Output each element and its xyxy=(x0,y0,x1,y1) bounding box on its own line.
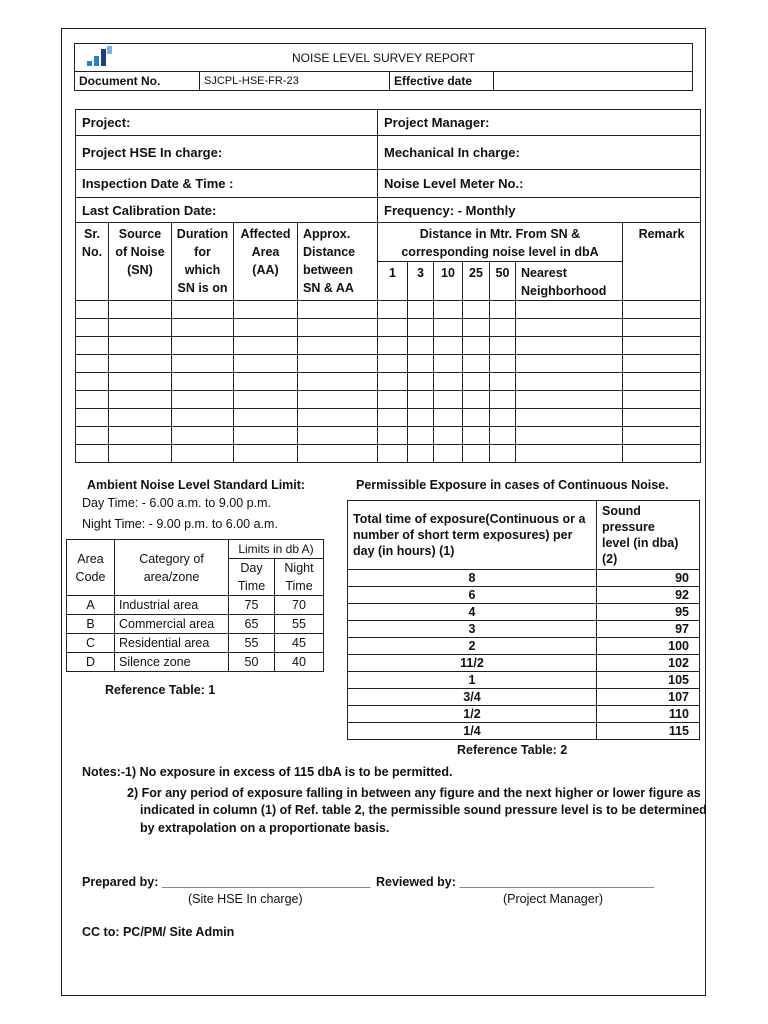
calibration-field: Last Calibration Date: xyxy=(76,198,378,223)
ref1-code: C xyxy=(67,634,115,653)
survey-cell xyxy=(109,337,172,355)
ref2-time: 8 xyxy=(348,570,597,587)
page-title: NOISE LEVEL SURVEY REPORT xyxy=(292,50,475,65)
survey-cell xyxy=(490,373,516,391)
survey-cell xyxy=(490,301,516,319)
survey-cell xyxy=(378,427,408,445)
ref2-row xyxy=(348,723,700,740)
ref2-level: 92 xyxy=(597,587,700,604)
col-remark: Remark xyxy=(623,223,701,301)
ref2-level: 107 xyxy=(597,689,700,706)
survey-cell xyxy=(490,337,516,355)
survey-cell xyxy=(298,319,378,337)
survey-row xyxy=(76,427,701,445)
effective-date-label: Effective date xyxy=(390,72,494,91)
survey-cell xyxy=(463,319,490,337)
ref1-code: B xyxy=(67,615,115,634)
survey-cell xyxy=(408,373,434,391)
survey-cell xyxy=(172,391,234,409)
ref1-day: 75 xyxy=(229,596,275,615)
survey-row xyxy=(76,445,701,463)
survey-cell xyxy=(516,337,623,355)
reference-table-1 xyxy=(66,539,324,672)
survey-cell xyxy=(378,319,408,337)
col-duration: Duration for which SN is on xyxy=(172,223,234,301)
survey-cell xyxy=(76,337,109,355)
survey-body xyxy=(76,301,701,463)
reference-table-2 xyxy=(347,500,700,740)
col-source: Source of Noise (SN) xyxy=(109,223,172,301)
survey-cell xyxy=(623,355,701,373)
survey-cell xyxy=(378,391,408,409)
ref1-day: 50 xyxy=(229,653,275,672)
ref1-night: 45 xyxy=(275,634,324,653)
survey-cell xyxy=(623,319,701,337)
col-dist-25: 25 xyxy=(463,262,490,301)
survey-cell xyxy=(516,427,623,445)
survey-cell xyxy=(623,301,701,319)
ref2-time: 1/2 xyxy=(348,706,597,723)
ref2-level: 100 xyxy=(597,638,700,655)
ref2-row xyxy=(348,655,700,672)
survey-cell xyxy=(76,355,109,373)
survey-cell xyxy=(516,445,623,463)
survey-cell xyxy=(490,391,516,409)
survey-cell xyxy=(76,409,109,427)
survey-cell xyxy=(434,301,463,319)
project-manager-field: Project Manager: xyxy=(378,110,701,136)
survey-cell xyxy=(298,427,378,445)
survey-cell xyxy=(76,427,109,445)
survey-row xyxy=(76,301,701,319)
document-header xyxy=(74,43,693,91)
ref2-caption: Reference Table: 2 xyxy=(457,743,568,757)
survey-cell xyxy=(298,301,378,319)
survey-cell xyxy=(490,319,516,337)
ref1-code: A xyxy=(67,596,115,615)
survey-cell xyxy=(234,373,298,391)
ref1-body xyxy=(67,596,324,672)
survey-cell xyxy=(109,319,172,337)
ref2-row xyxy=(348,570,700,587)
survey-cell xyxy=(490,355,516,373)
ref1-limits-header: Limits in db A) xyxy=(229,540,324,559)
ref2-body xyxy=(348,570,700,740)
survey-cell xyxy=(623,409,701,427)
survey-cell xyxy=(516,301,623,319)
survey-cell xyxy=(434,319,463,337)
ref2-row xyxy=(348,638,700,655)
cc-line: CC to: PC/PM/ Site Admin xyxy=(82,925,235,939)
ref2-level: 105 xyxy=(597,672,700,689)
survey-cell xyxy=(172,427,234,445)
survey-cell xyxy=(463,445,490,463)
ref2-row xyxy=(348,604,700,621)
ambient-day: Day Time: - 6.00 a.m. to 9.00 p.m. xyxy=(82,496,271,510)
ref2-time: 1 xyxy=(348,672,597,689)
ref1-category: Commercial area xyxy=(115,615,229,634)
survey-cell xyxy=(490,445,516,463)
survey-cell xyxy=(172,373,234,391)
survey-cell xyxy=(172,319,234,337)
reviewed-by-role: (Project Manager) xyxy=(503,892,604,906)
survey-cell xyxy=(298,445,378,463)
col-dist-50: 50 xyxy=(490,262,516,301)
survey-cell xyxy=(109,391,172,409)
survey-cell xyxy=(623,391,701,409)
survey-cell xyxy=(109,409,172,427)
survey-cell xyxy=(408,301,434,319)
survey-cell xyxy=(378,373,408,391)
ref1-col-code: Area Code xyxy=(67,540,115,596)
prepared-by-role: (Site HSE In charge) xyxy=(188,892,303,906)
survey-cell xyxy=(378,301,408,319)
ref1-col-day: Day Time xyxy=(229,559,275,596)
survey-cell xyxy=(172,301,234,319)
ref1-night: 70 xyxy=(275,596,324,615)
survey-cell xyxy=(172,409,234,427)
survey-cell xyxy=(463,337,490,355)
ref1-category: Silence zone xyxy=(115,653,229,672)
ref2-time: 1/4 xyxy=(348,723,597,740)
ref1-row xyxy=(67,615,324,634)
ref2-row xyxy=(348,706,700,723)
ref1-night: 40 xyxy=(275,653,324,672)
col-sr-no: Sr. No. xyxy=(76,223,109,301)
survey-cell xyxy=(463,409,490,427)
ref1-code: D xyxy=(67,653,115,672)
note-2-line-1: 2) For any period of exposure falling in between any figure and the next higher or lower figure as xyxy=(127,786,701,800)
prepared-by: Prepared by: ______________________________ xyxy=(82,875,371,889)
survey-cell xyxy=(172,355,234,373)
survey-cell xyxy=(234,445,298,463)
ambient-night: Night Time: - 9.00 p.m. to 6.00 a.m. xyxy=(82,517,278,531)
ref1-category: Residential area xyxy=(115,634,229,653)
project-info-table xyxy=(75,109,701,223)
ref2-row xyxy=(348,672,700,689)
ref2-col-spl: Sound pressure level (in dba) (2) xyxy=(597,501,700,570)
col-affected-area: Affected Area (AA) xyxy=(234,223,298,301)
survey-cell xyxy=(623,373,701,391)
ref2-time: 2 xyxy=(348,638,597,655)
ref1-row xyxy=(67,596,324,615)
survey-row xyxy=(76,337,701,355)
col-distance-group: Distance in Mtr. From SN & corresponding noise level in dbA xyxy=(378,223,623,262)
ref2-row xyxy=(348,689,700,706)
survey-cell xyxy=(234,391,298,409)
survey-cell xyxy=(172,337,234,355)
note-2-line-3: by extrapolation on a proportionate basis. xyxy=(140,821,390,835)
col-approx-distance: Approx. Distance between SN & AA xyxy=(298,223,378,301)
survey-cell xyxy=(408,391,434,409)
permissible-title: Permissible Exposure in cases of Continuous Noise. xyxy=(356,478,669,492)
survey-cell xyxy=(298,337,378,355)
ref2-time: 11/2 xyxy=(348,655,597,672)
survey-cell xyxy=(378,355,408,373)
inspection-field: Inspection Date & Time : xyxy=(76,170,378,198)
effective-date-value xyxy=(494,72,693,91)
survey-cell xyxy=(516,319,623,337)
survey-cell xyxy=(516,391,623,409)
survey-cell xyxy=(172,445,234,463)
survey-cell xyxy=(76,301,109,319)
frequency-field: Frequency: - Monthly xyxy=(378,198,701,223)
survey-cell xyxy=(434,409,463,427)
survey-cell xyxy=(408,319,434,337)
survey-cell xyxy=(234,337,298,355)
ref2-level: 115 xyxy=(597,723,700,740)
ref2-time: 4 xyxy=(348,604,597,621)
ref1-caption: Reference Table: 1 xyxy=(105,683,216,697)
note-2-line-2: indicated in column (1) of Ref. table 2, the permissible sound pressure level is to be determined xyxy=(140,803,707,817)
survey-cell xyxy=(434,445,463,463)
survey-cell xyxy=(434,427,463,445)
survey-cell xyxy=(408,337,434,355)
survey-row xyxy=(76,391,701,409)
ref2-level: 97 xyxy=(597,621,700,638)
survey-cell xyxy=(516,409,623,427)
reviewed-by: Reviewed by: ____________________________ xyxy=(376,875,655,889)
survey-cell xyxy=(434,373,463,391)
survey-cell xyxy=(234,427,298,445)
ref2-time: 3/4 xyxy=(348,689,597,706)
survey-cell xyxy=(490,409,516,427)
survey-table xyxy=(75,222,701,463)
survey-cell xyxy=(76,319,109,337)
survey-cell xyxy=(463,391,490,409)
ref2-level: 95 xyxy=(597,604,700,621)
header-title-cell xyxy=(75,44,693,72)
survey-cell xyxy=(234,355,298,373)
col-nearest-neighborhood: Nearest Neighborhood xyxy=(516,262,623,301)
survey-cell xyxy=(109,373,172,391)
survey-cell xyxy=(516,373,623,391)
survey-cell xyxy=(516,355,623,373)
survey-cell xyxy=(109,301,172,319)
col-dist-1: 1 xyxy=(378,262,408,301)
survey-cell xyxy=(434,355,463,373)
ref1-col-category: Category of area/zone xyxy=(115,540,229,596)
ref2-level: 102 xyxy=(597,655,700,672)
survey-cell xyxy=(463,355,490,373)
document-no-label: Document No. xyxy=(75,72,200,91)
survey-cell xyxy=(463,427,490,445)
survey-cell xyxy=(408,355,434,373)
ref2-time: 6 xyxy=(348,587,597,604)
survey-cell xyxy=(234,319,298,337)
survey-cell xyxy=(298,355,378,373)
ref1-row xyxy=(67,634,324,653)
ref2-row xyxy=(348,587,700,604)
survey-cell xyxy=(378,409,408,427)
ref2-col-time: Total time of exposure(Continuous or a number of short term exposures) per day (in hours) (1) xyxy=(348,501,597,570)
survey-cell xyxy=(463,301,490,319)
survey-cell xyxy=(378,337,408,355)
project-field: Project: xyxy=(76,110,378,136)
survey-row xyxy=(76,373,701,391)
ref2-level: 90 xyxy=(597,570,700,587)
survey-cell xyxy=(378,445,408,463)
ref1-col-night: Night Time xyxy=(275,559,324,596)
survey-cell xyxy=(234,301,298,319)
survey-row xyxy=(76,319,701,337)
ref2-time: 3 xyxy=(348,621,597,638)
ambient-title: Ambient Noise Level Standard Limit: xyxy=(87,478,306,492)
survey-cell xyxy=(298,409,378,427)
col-dist-3: 3 xyxy=(408,262,434,301)
survey-cell xyxy=(76,373,109,391)
survey-cell xyxy=(76,391,109,409)
ref1-day: 55 xyxy=(229,634,275,653)
ref2-level: 110 xyxy=(597,706,700,723)
document-no-value: SJCPL-HSE-FR-23 xyxy=(200,72,390,91)
survey-cell xyxy=(623,427,701,445)
survey-row xyxy=(76,355,701,373)
survey-cell xyxy=(298,391,378,409)
ref1-category: Industrial area xyxy=(115,596,229,615)
survey-cell xyxy=(109,445,172,463)
survey-cell xyxy=(490,427,516,445)
survey-cell xyxy=(109,355,172,373)
ref1-night: 55 xyxy=(275,615,324,634)
ref2-row xyxy=(348,621,700,638)
noise-meter-field: Noise Level Meter No.: xyxy=(378,170,701,198)
survey-row xyxy=(76,409,701,427)
survey-cell xyxy=(234,409,298,427)
survey-cell xyxy=(623,337,701,355)
survey-cell xyxy=(623,445,701,463)
survey-cell xyxy=(76,445,109,463)
survey-cell xyxy=(408,409,434,427)
ref1-row xyxy=(67,653,324,672)
survey-cell xyxy=(408,427,434,445)
survey-cell xyxy=(109,427,172,445)
project-hse-field: Project HSE In charge: xyxy=(76,136,378,170)
note-1: Notes:-1) No exposure in excess of 115 dbA is to be permitted. xyxy=(82,765,453,779)
survey-cell xyxy=(434,391,463,409)
mechanical-field: Mechanical In charge: xyxy=(378,136,701,170)
survey-cell xyxy=(408,445,434,463)
col-dist-10: 10 xyxy=(434,262,463,301)
survey-cell xyxy=(463,373,490,391)
survey-cell xyxy=(298,373,378,391)
survey-cell xyxy=(434,337,463,355)
ref1-day: 65 xyxy=(229,615,275,634)
